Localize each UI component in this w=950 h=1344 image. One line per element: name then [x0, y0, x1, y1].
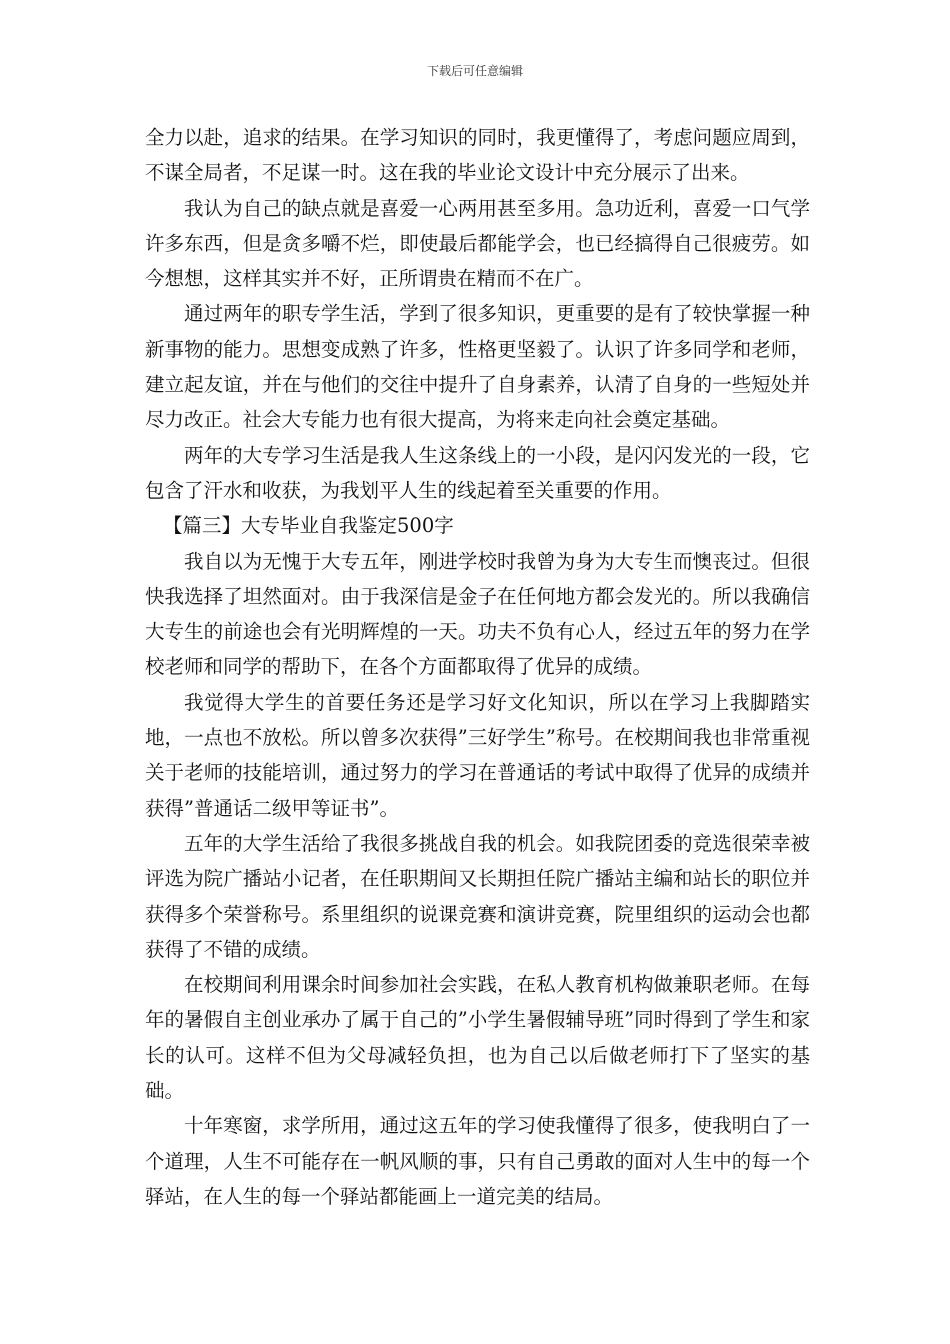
section-heading: 【篇三】大专毕业自我鉴定500字: [163, 514, 454, 538]
paragraph-continued: 全力以赴，追求的结果。在学习知识的同时，我更懂得了，考虑问题应周到，不谋全局者，不足谋一时。这在我的毕业论文设计中充分展示了出来。: [145, 126, 810, 185]
paragraph-shortcomings: 我认为自己的缺点就是喜爱一心两用甚至多用。急功近利，喜爱一口气学许多东西，但是贪多嚼不烂，即使最后都能学会，也已经搞得自己很疲劳。如今想想，这样其实并不好，正所谓贵在精而不在广。: [145, 196, 810, 291]
paragraph-social-practice: 在校期间利用课余时间参加社会实践，在私人教育机构做兼职老师。在每年的暑假自主创业承办了属于自己的”小学生暑假辅导班”同时得到了学生和家长的认可。这样不但为父母减轻负担，也为自己以后做老师打下了坚实的基础。: [145, 973, 810, 1103]
page-header-note: 下载后可任意编辑: [426, 64, 523, 78]
document-body: [145, 120, 810, 1214]
paragraph-challenges: 五年的大学生活给了我很多挑战自我的机会。如我院团委的竞选很荣幸被评选为院广播站小记者，在任职期间又长期担任院广播站主编和站长的职位并获得多个荣誉称号。系里组织的说课竞赛和演讲竞赛，院里组织的运动会也都获得了不错的成绩。: [145, 831, 810, 961]
paragraph-conclusion: 十年寒窗，求学所用，通过这五年的学习使我懂得了很多，使我明白了一个道理，人生不可能存在一帆风顺的事，只有自己勇敢的面对人生中的每一个驿站，在人生的每一个驿站都能画上一道完美的结局。: [145, 1114, 810, 1208]
paragraph-five-years: 我自以为无愧于大专五年，刚进学校时我曾为身为大专生而懊丧过。但很快我选择了坦然面对。由于我深信是金子在任何地方都会发光的。所以我确信大专生的前途也会有光明辉煌的一天。功夫不负有心人，经过五年的努力在学校老师和同学的帮助下，在各个方面都取得了优异的成绩。: [145, 549, 810, 679]
paragraph-two-years-study: 通过两年的职专学生活，学到了很多知识，更重要的是有了较快掌握一种新事物的能力。思想变成熟了许多，性格更坚毅了。认识了许多同学和老师，建立起友谊，并在与他们的交往中提升了自身素养，认清了自身的一些短处并尽力改正。社会大专能力也有很大提高，为将来走向社会奠定基础。: [145, 302, 810, 432]
paragraph-study-tasks: 我觉得大学生的首要任务还是学习好文化知识，所以在学习上我脚踏实地，一点也不放松。所以曾多次获得”三好学生”称号。在校期间我也非常重视关于老师的技能培训，通过努力的学习在普通话的考试中取得了优异的成绩并获得”普通话二级甲等证书”。: [145, 690, 810, 820]
paragraph-summary: 两年的大专学习生活是我人生这条线上的一小段，是闪闪发光的一段，它包含了汗水和收获，为我划平人生的线起着至关重要的作用。: [145, 443, 810, 502]
